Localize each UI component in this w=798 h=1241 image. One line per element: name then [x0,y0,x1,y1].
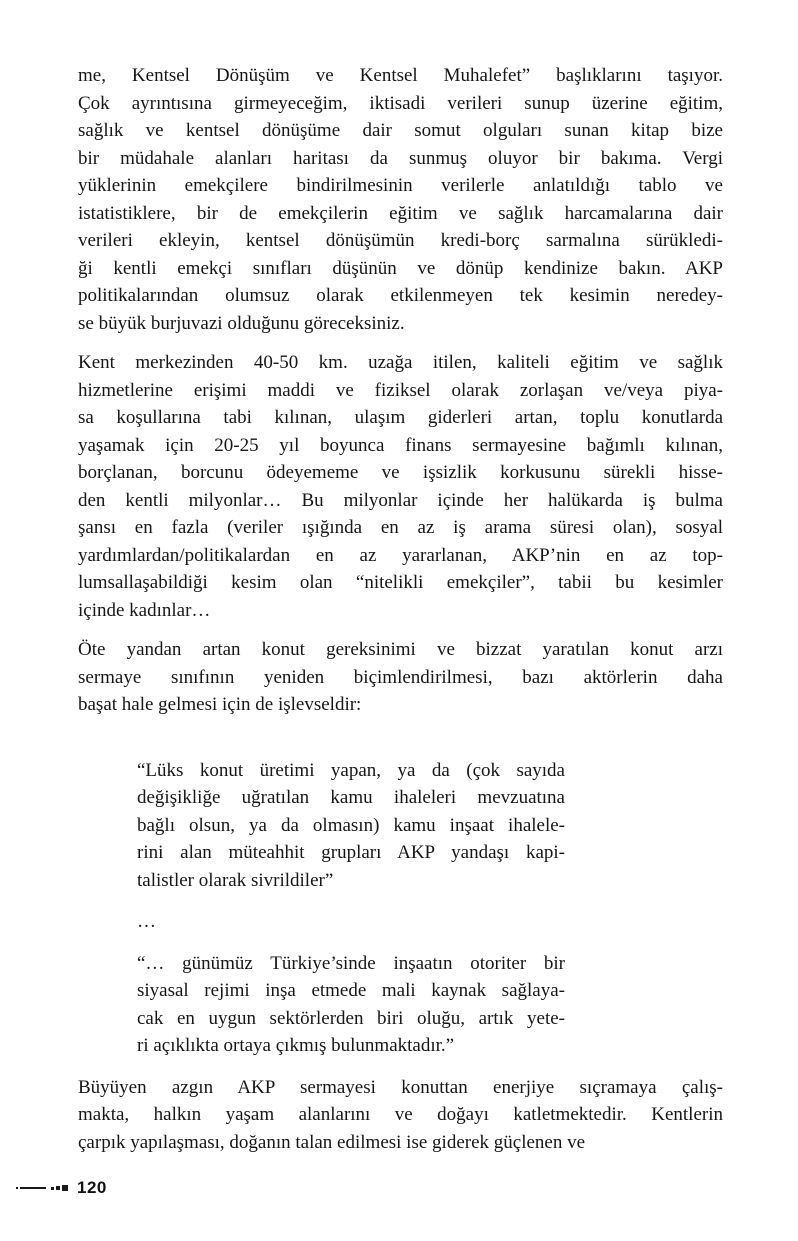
text-line: yaşamak için 20-25 yıl boyunca finans sermayesine bağımlı kılınan, [78,434,723,456]
text-line: başat hale gelmesi için de işlevseldir: [78,694,362,715]
text-line: Kent merkezinden 40-50 km. uzağa itilen, kaliteli eğitim ve sağlık [78,352,723,373]
text-line: cak en uygun sektörlerden biri oluğu, artık yete- [137,1007,565,1029]
text-line: değişikliğe uğratılan kamu ihaleleri mevzuatına [137,787,565,808]
text-line: Çok ayrıntısına girmeyeceğim, iktisadi verileri sunup üzerine eğitim, [78,92,723,114]
text-line: sağlık ve kentsel dönüşüme dair somut olguları sunan kitap bize [78,120,723,141]
text-line: yüklerinin emekçilere bindirilmesinin verilerle anlatıldığı tablo ve [78,175,723,196]
ornament-rule [20,1187,46,1189]
text-line: borçlanan, borcunu ödeyememe ve işsizlik korkusunu sürekli hisse- [78,462,723,483]
text-line: içinde kadınlar… [78,599,211,621]
text-line: “… günümüz Türkiye’sinde inşaatın otoriter bir [137,952,565,974]
text-line: Öte yandan artan konut gereksinimi ve bizzat yaratılan konut arzı [78,639,723,660]
text-line: hizmetlerine erişimi maddi ve fiziksel olarak zorlaşan ve/veya piya- [78,379,723,401]
text-line: lumsallaşabildiği kesim olan “nitelikli emekçiler”, tabii bu kesimler [78,572,723,593]
page-number: 120 [77,1178,107,1197]
text-line: ri açıklıkta ortaya çıkmış bulunmaktadır.” [137,1035,455,1056]
text-line: talistler olarak sivrildiler” [137,869,334,891]
paragraph [78,349,723,624]
quote-paragraph [137,908,565,936]
text-line: den kentli milyonlar… Bu milyonlar içinde her halükarda iş bulma [78,489,723,511]
text-line: çarpık yapılaşması, doğanın talan edilmesi ise giderek güçlenen ve [78,1131,586,1153]
ornament-square-large [62,1185,68,1191]
text-line: Büyüyen azgın AKP sermayesi konuttan enerjiye sıçramaya çalış- [78,1076,723,1098]
ornament-square-small [51,1187,54,1190]
text-line: verileri ekleyin, kentsel dönüşümün kredi-borç sarmalına sürükledi- [78,230,723,251]
ornament-square-medium [56,1186,60,1190]
text-line: siyasal rejimi inşa etmede mali kaynak sağlaya- [137,980,565,1001]
text-line: sermaye sınıfının yeniden biçimlendirilmesi, bazı aktörlerin daha [78,666,723,688]
text-line: se büyük burjuvazi olduğunu göreceksiniz. [78,312,405,334]
ornament-dot [16,1187,18,1189]
page-footer [16,1178,107,1198]
paragraph [78,62,723,337]
text-line: istatistiklere, bir de emekçilerin eğitim ve sağlık harcamalarına dair [78,202,723,224]
page-text [78,62,723,1168]
text-line: yardımlardan/politikalardan en az yararlanan, AKP’nin en az top- [78,544,723,566]
text-line: bağlı olsun, ya da olmasın) kamu inşaat ihalele- [137,814,565,836]
text-line: makta, halkın yaşam alanlarını ve doğayı katletmektedir. Kentlerin [78,1104,723,1125]
text-line: … [137,911,156,932]
text-line: politikalarından olumsuz olarak etkilenmeyen tek kesimin neredey- [78,285,723,306]
quote-paragraph [137,757,565,895]
paragraph [78,1074,723,1157]
text-line: bir müdahale alanları haritası da sunmuş oluyor bir bakıma. Vergi [78,147,723,169]
paragraph [78,636,723,719]
quote-paragraph [137,950,565,1060]
text-line: sa koşullarına tabi kılınan, ulaşım giderleri artan, toplu konutlarda [78,407,723,428]
text-line: rini alan müteahhit grupları AKP yandaşı kapi- [137,842,565,863]
text-line: me, Kentsel Dönüşüm ve Kentsel Muhalefet” başlıklarını taşıyor. [78,65,723,86]
text-line: “Lüks konut üretimi yapan, ya da (çok sayıda [137,759,565,781]
footer-rule-ornament-icon [16,1185,68,1191]
text-line: şansı en fazla (veriler ışığında en az iş arama süresi olan), sosyal [78,517,723,538]
text-line: ği kentli emekçi sınıfları düşünün ve dönüp kendinize bakın. AKP [78,257,723,279]
